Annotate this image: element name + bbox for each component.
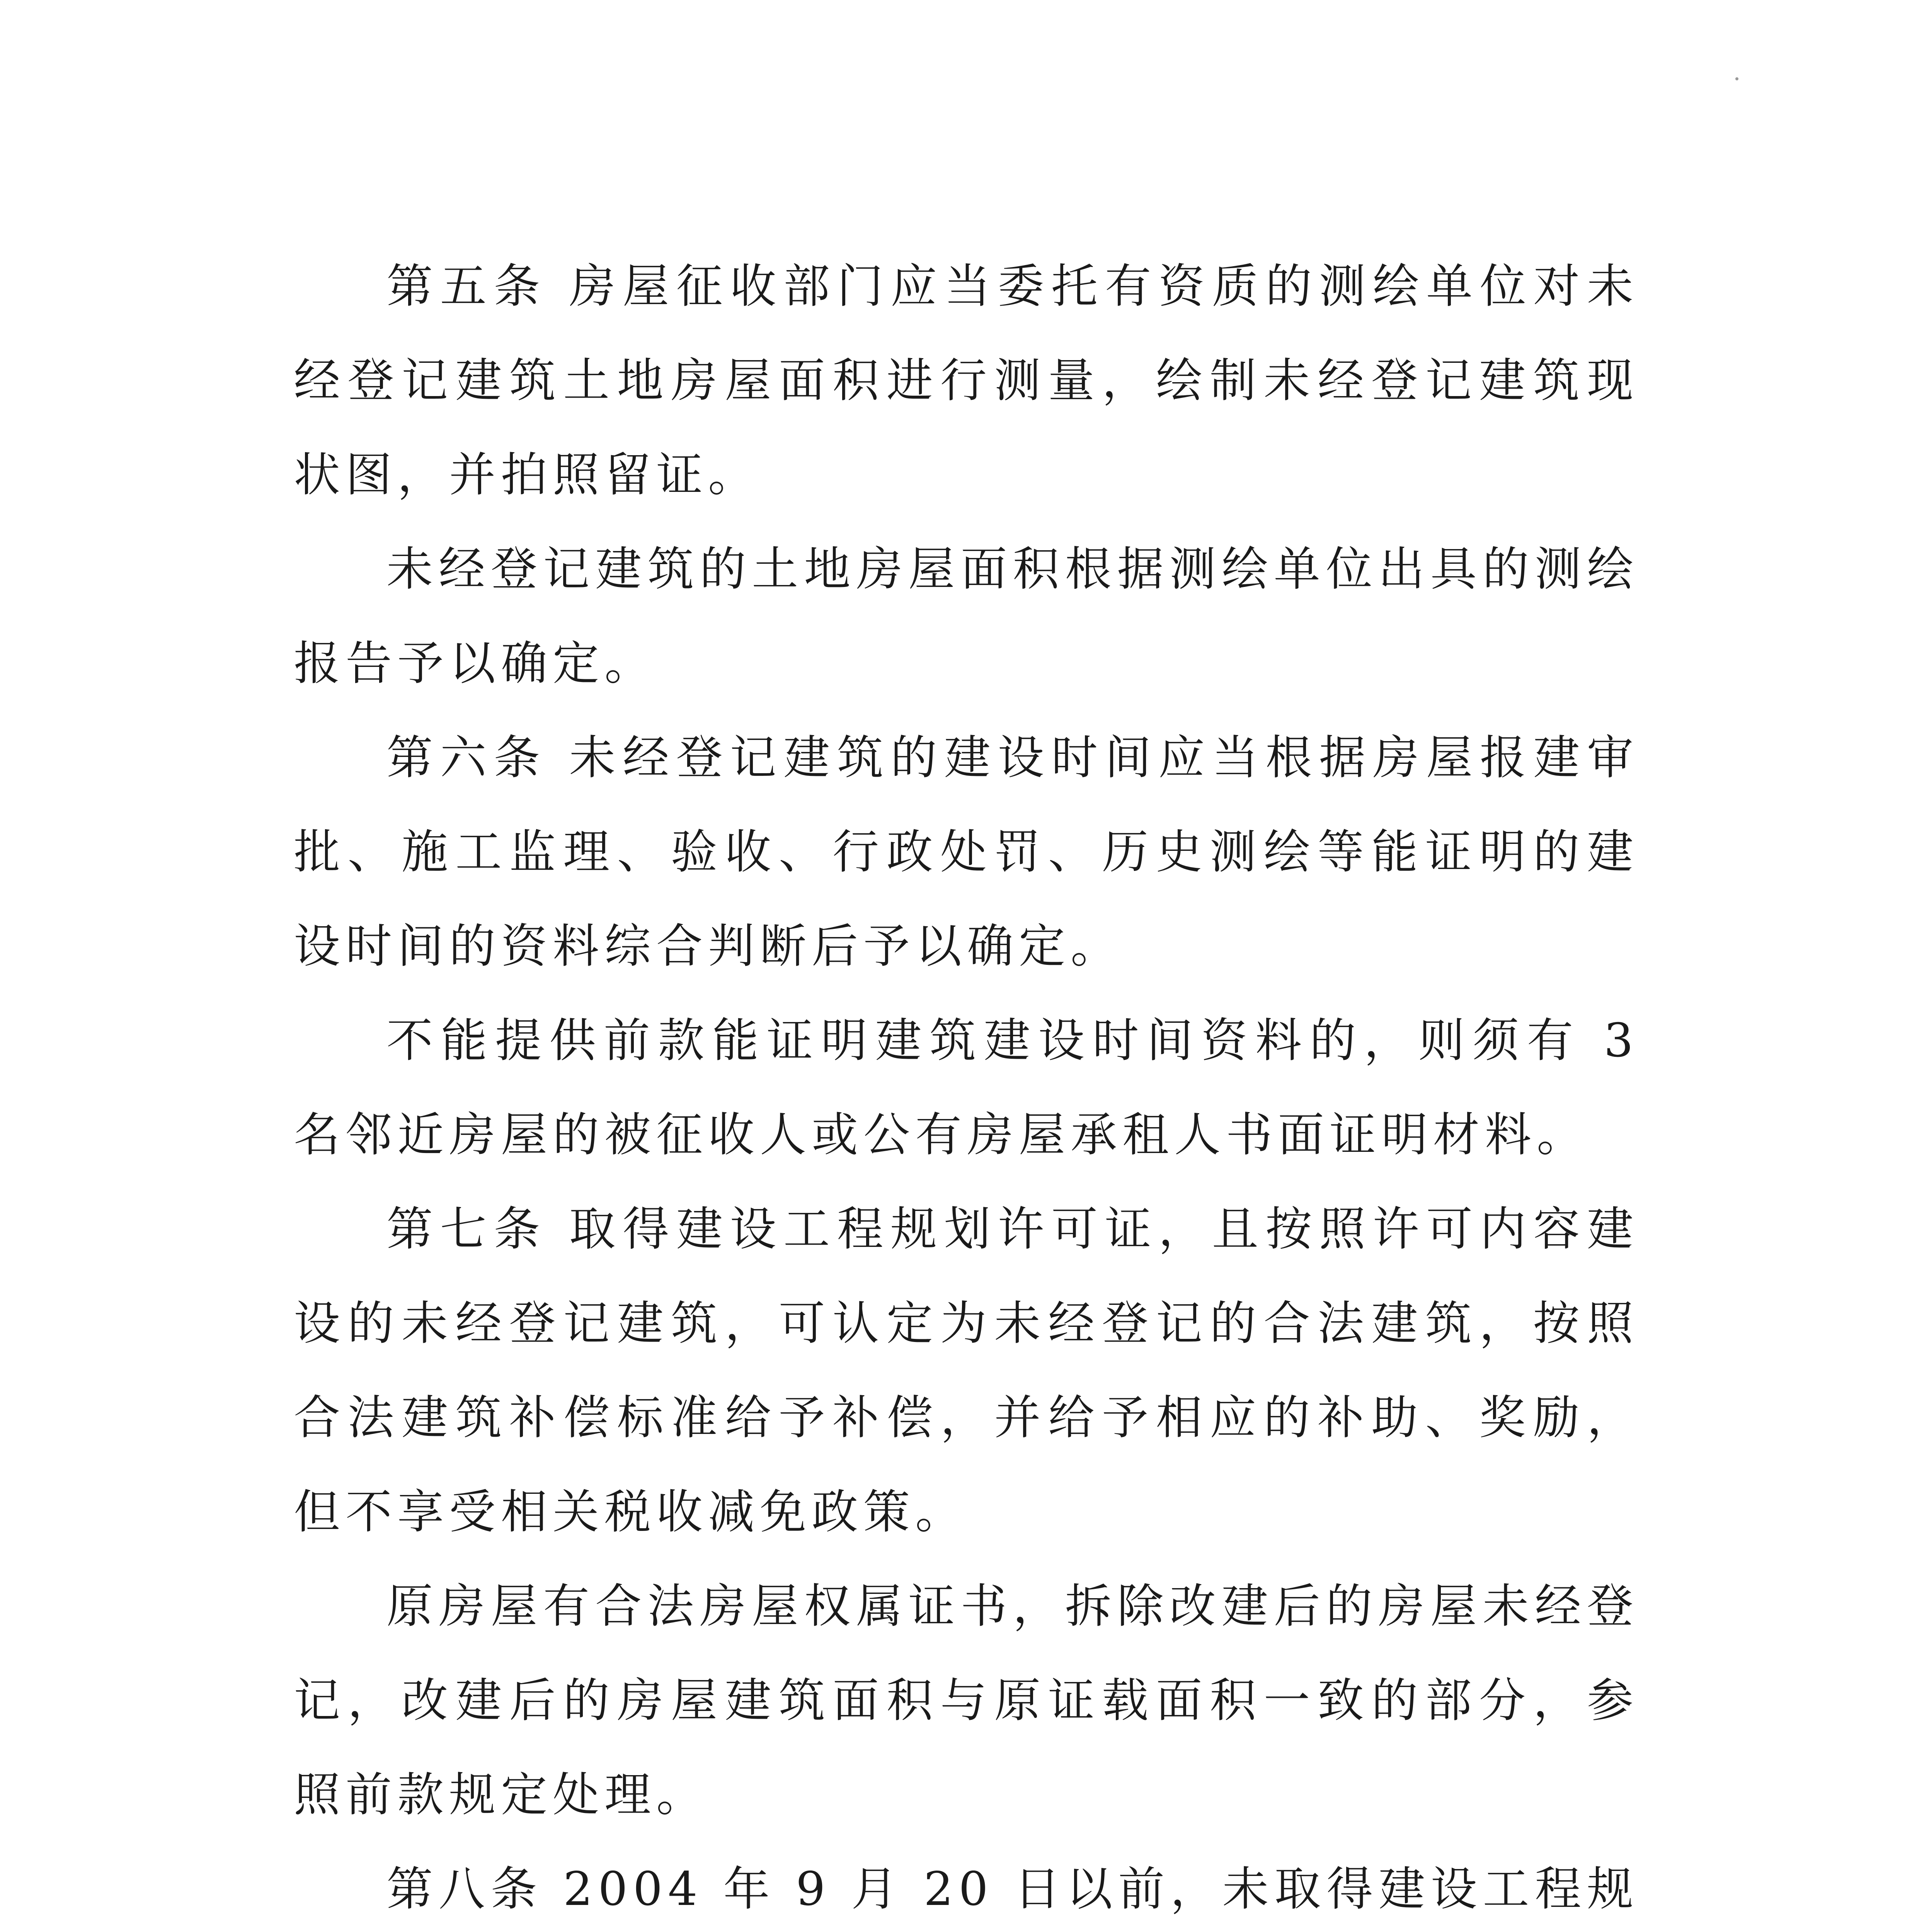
paragraph-article-5: 第五条 房屋征收部门应当委托有资质的测绘单位对未经登记建筑土地房屋面积进行测量，绘制未经登记建筑现状图，并拍照留证。: [294, 260, 1639, 502]
paragraph-article-8: 第八条 2004 年 9 月 20 日以前，未取得建设工程规: [386, 1862, 1639, 1916]
paragraph-article-7-cont: 原房屋有合法房屋权属证书，拆除改建后的房屋未经登记，改建后的房屋建筑面积与原证载面积一致的部分，参照前款规定处理。: [294, 1580, 1639, 1822]
paragraph-article-6: 第六条 未经登记建筑的建设时间应当根据房屋报建审批、施工监理、验收、行政处罚、历史测绘等能证明的建设时间的资料综合判断后予以确定。: [294, 731, 1639, 973]
paragraph-article-7: 第七条 取得建设工程规划许可证，且按照许可内容建设的未经登记建筑，可认定为未经登记的合法建筑，按照合法建筑补偿标准给予补偿，并给予相应的补助、奖励，但不享受相关税收减免政策。: [294, 1202, 1639, 1539]
paragraph-article-5-cont: 未经登记建筑的土地房屋面积根据测绘单位出具的测绘报告予以确定。: [294, 543, 1639, 690]
scan-speck: [1735, 77, 1738, 80]
paragraph-article-6-cont: 不能提供前款能证明建筑建设时间资料的，则须有 3 名邻近房屋的被征收人或公有房屋承租人书面证明材料。: [294, 1014, 1639, 1162]
body-text: [294, 240, 1639, 1932]
